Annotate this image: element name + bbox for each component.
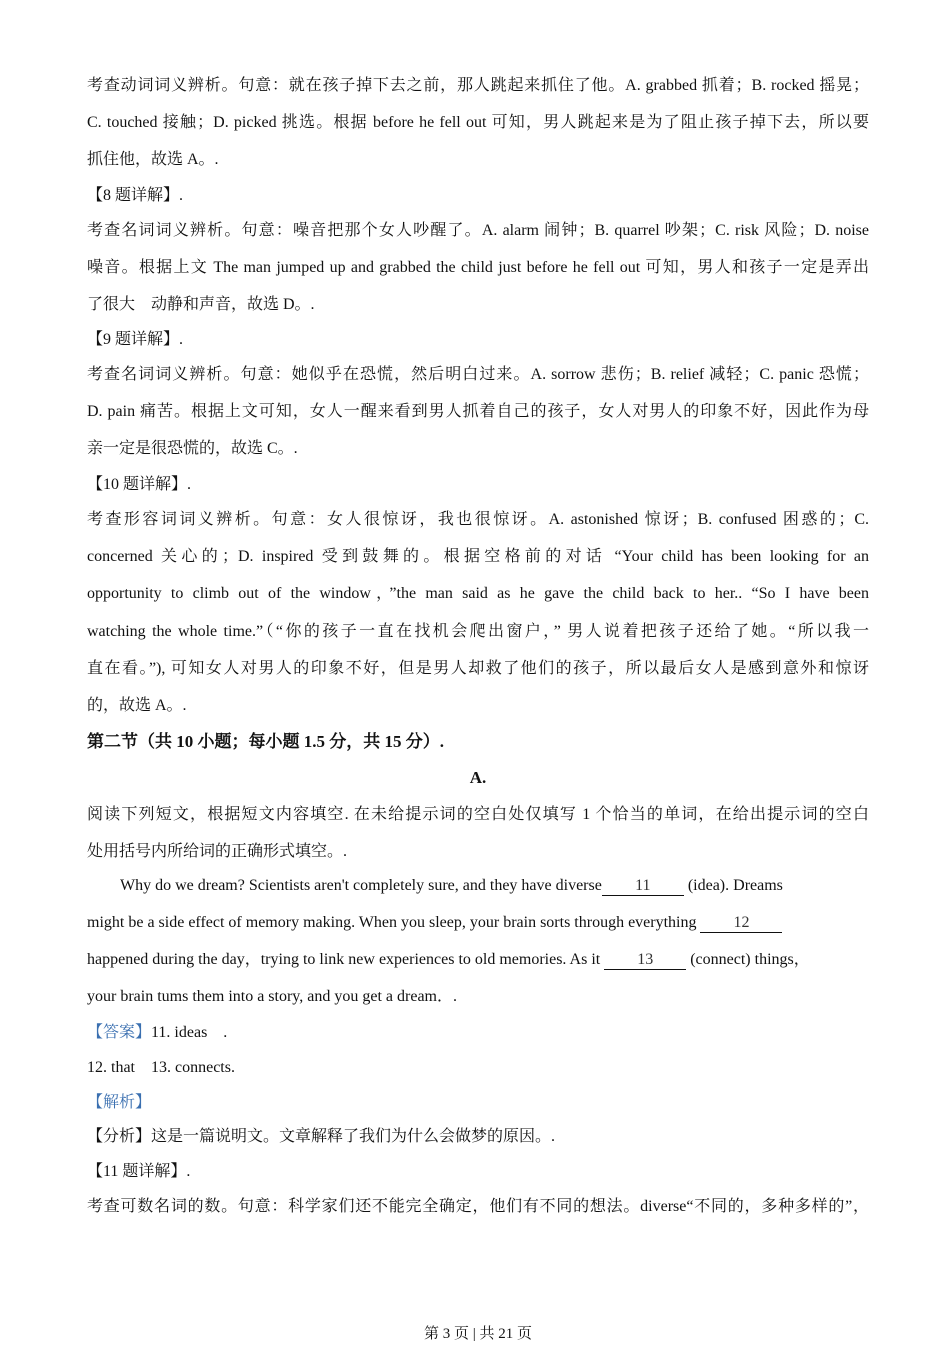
passage-text: (idea). Dreams	[683, 877, 783, 894]
part-label: A.	[469, 768, 487, 787]
passage-line: your brain tums them into a story, and you get a dream．.	[87, 988, 457, 1005]
answer-line	[87, 1022, 869, 1044]
passage-line	[87, 912, 869, 934]
passage-line	[87, 875, 869, 897]
q8-heading: 【8 题详解】.	[87, 187, 184, 204]
text-line: 了很大 动静和声音，故选 D。.	[87, 296, 315, 313]
passage-text: (connect) things，	[686, 951, 810, 968]
text-line: opportunity to climb out of the window，”the man said as he gave the child back to her.. “So I have been	[87, 585, 869, 602]
answer-12-13: 12. that 13. connects.	[87, 1059, 235, 1076]
text-line: concerned 关心的；D. inspired 受到鼓舞的。根据空格前的对话 “Your child has been looking for an	[87, 548, 869, 565]
q9-heading: 【9 题详解】.	[87, 331, 184, 348]
section-title: 第二节（共 10 小题；每小题 1.5 分，共 15 分）.	[87, 732, 444, 751]
blank-13: 13	[604, 951, 686, 970]
passage-text: happened during the day，trying to link new experiences to old memories. As it	[87, 951, 605, 968]
page-footer: 第 3 页 | 共 21 页	[423, 1326, 532, 1342]
passage-text: might be a side effect of memory making. When you sleep, your brain sorts through everything	[87, 914, 701, 931]
text-line: watching the whole time.”（“你的孩子一直在找机会爬出窗户，” 男人说着把孩子还给了她。“所以我一	[87, 623, 869, 640]
instruction-line: 阅读下列短文，根据短文内容填空. 在未给提示词的空白处仅填写 1 个恰当的单词，在给出提示词的空白	[87, 806, 869, 823]
text-line: 亲一定是很恐慌的，故选 C。.	[87, 440, 298, 457]
text-line: 考查形容词词义辨析。句意：女人很惊讶，我也很惊讶。A. astonished 惊讶；B. confused 困惑的；C.	[87, 511, 869, 528]
text-line: 直在看。”), 可知女人对男人的印象不好，但是男人却救了他们的孩子，所以最后女人是感到意外和惊讶	[87, 660, 869, 677]
analysis-label: 【解析】	[87, 1094, 152, 1111]
passage-text: Why do we dream? Scientists aren't completely sure, and they have diverse	[120, 877, 602, 894]
answer-label: 【答案】	[87, 1024, 152, 1041]
text-line: 考查名词词义辨析。句意：她似乎在恐慌，然后明白过来。A. sorrow 悲伤；B. relief 减轻；C. panic 恐慌；	[87, 366, 869, 383]
blank-11: 11	[602, 877, 684, 896]
q10-heading: 【10 题详解】.	[87, 476, 192, 493]
text-line: C. touched 接触；D. picked 挑选。根据 before he fell out 可知，男人跳起来是为了阻止孩子掉下去，所以要	[87, 114, 869, 131]
text-line: 抓住他，故选 A。.	[87, 151, 219, 168]
text-line: D. pain 痛苦。根据上文可知，女人一醒来看到男人抓着自己的孩子，女人对男人的印象不好，因此作为母	[87, 403, 869, 420]
text-line: 考查名词词义辨析。句意：噪音把那个女人吵醒了。A. alarm 闹钟；B. quarrel 吵架；C. risk 风险；D. noise	[87, 222, 869, 239]
passage-line	[87, 949, 869, 971]
blank-12: 12	[700, 914, 782, 933]
text-line: 噪音。根据上文 The man jumped up and grabbed the child just before he fell out 可知，男人和孩子一定是弄出	[87, 259, 869, 276]
instruction-line: 处用括号内所给词的正确形式填空。.	[87, 843, 348, 860]
q11-heading: 【11 题详解】.	[87, 1163, 191, 1180]
analysis-summary: 【分析】这是一篇说明文。文章解释了我们为什么会做梦的原因。.	[87, 1128, 556, 1145]
text-line: 的，故选 A。.	[87, 697, 187, 714]
text-line: 考查动词词义辨析。句意：就在孩子掉下去之前，那人跳起来抓住了他。A. grabbed 抓着；B. rocked 摇晃；	[87, 77, 869, 94]
text-line: 考查可数名词的数。句意：科学家们还不能完全确定，他们有不同的想法。diverse“不同的，多种多样的”，	[87, 1198, 869, 1215]
answer-11: 11. ideas .	[151, 1024, 228, 1041]
